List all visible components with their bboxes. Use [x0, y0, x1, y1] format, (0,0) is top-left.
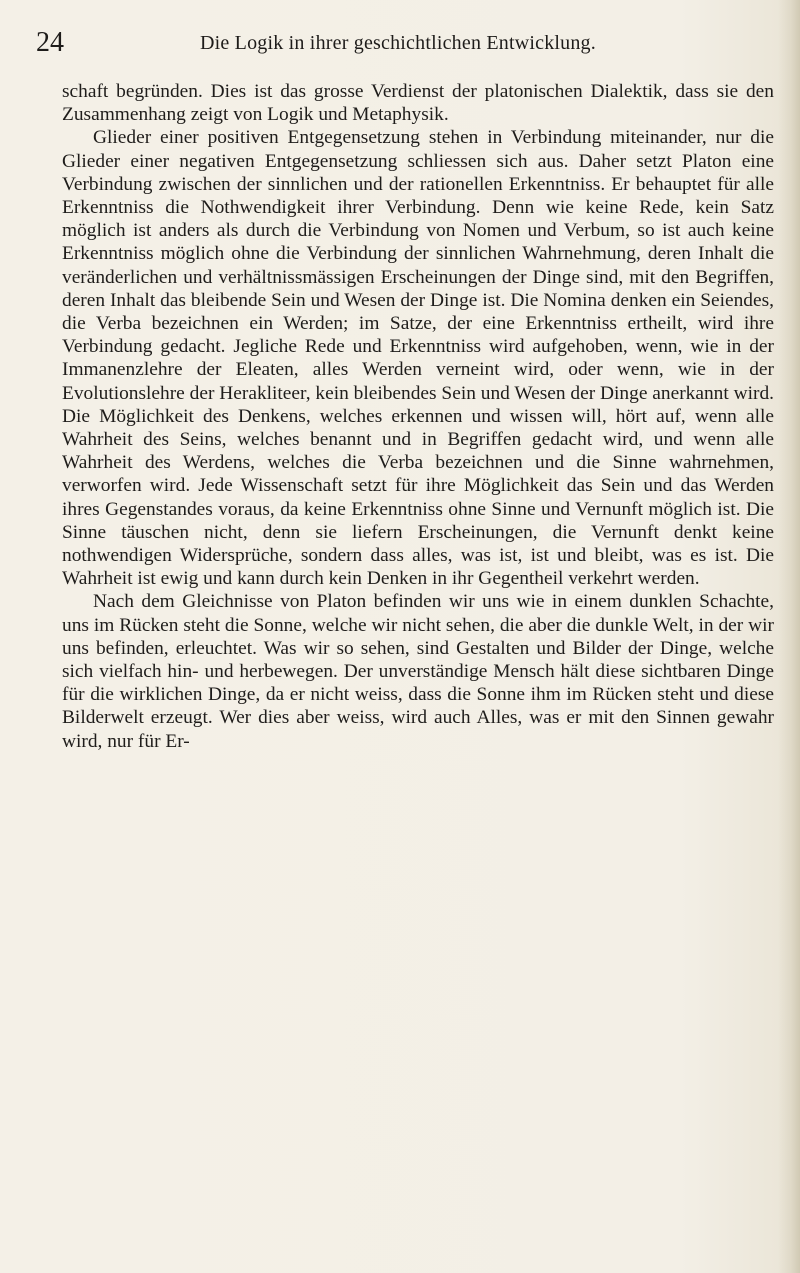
running-title: Die Logik in ihrer geschichtlichen Entwicklung. [200, 32, 596, 54]
page-number: 24 [36, 27, 64, 58]
paragraph-continuation: schaft begründen. Dies ist das grosse Verdienst der platonischen Dialektik, dass sie den Zusammenhang zeigt von Logik und Metaphysik. [62, 81, 774, 126]
body-text [62, 80, 774, 753]
page-header [36, 26, 736, 62]
page-edge-shadow [778, 0, 800, 1273]
paragraph-entgegensetzung: Glieder einer positiven Entgegensetzung stehen in Verbindung miteinander, nur die Glieder einer negativen Entgegensetzung schliessen sich aus. Daher setzt Platon eine Verbindung zwischen der sinnlichen und der rationellen Erkenntniss. Er behauptet für alle Erkenntniss die Nothwendigkeit ihrer Verbindung. Denn wie keine Rede, kein Satz möglich ist anders als durch die Verbindung von Nomen und Verbum, so ist auch keine Erkenntniss möglich ohne die Verbindung der sinnlichen Wahrnehmung, deren Inhalt die veränderlichen und verhältnissmässigen Erscheinungen der Dinge sind, mit den Begriffen, deren Inhalt das bleibende Sein und Wesen der Dinge ist. Die Nomina denken ein Seiendes, die Verba bezeichnen ein Werden; im Satze, der eine Erkenntniss ertheilt, wird ihre Verbindung gedacht. Jegliche Rede und Erkenntniss wird aufgehoben, wenn, wie in der Immanenzlehre der Eleaten, alles Werden verneint wird, oder wenn, wie in der Evolutionslehre der Herakliteer, kein bleibendes Sein und Wesen der Dinge anerkannt wird. Die Möglichkeit des Denkens, welches erkennen und wissen will, hört auf, wenn alle Wahrheit des Seins, welches benannt und in Begriffen gedacht wird, und wenn alle Wahrheit des Werdens, welches die Verba bezeichnen und die Sinne wahrnehmen, verworfen wird. Jede Wissenschaft setzt für ihre Möglichkeit das Sein und das Werden ihres Gegenstandes voraus, da keine Erkenntniss ohne Sinne und Vernunft möglich ist. Die Sinne täuschen nicht, denn sie liefern Erscheinungen, die Vernunft denkt keine nothwendigen Widersprüche, sondern dass alles, was ist, ist und bleibt, was es ist. Die Wahrheit ist ewig und kann durch kein Denken in ihr Gegentheil verkehrt werden. [62, 127, 774, 590]
paragraph-gleichnis: Nach dem Gleichnisse von Platon befinden wir uns wie in einem dunklen Schachte, uns im Rücken steht die Sonne, welche wir nicht sehen, die aber die dunkle Welt, in der wir uns befinden, erleuchtet. Was wir so sehen, sind Gestalten und Bilder der Dinge, welche sich vielfach hin- und herbewegen. Der unverständige Mensch hält diese sichtbaren Dinge für die wirklichen Dinge, da er nicht weiss, dass die Sonne ihm im Rücken steht und diese Bilderwelt erzeugt. Wer dies aber weiss, wird auch Alles, was er mit den Sinnen gewahr wird, nur für Er- [62, 591, 774, 752]
